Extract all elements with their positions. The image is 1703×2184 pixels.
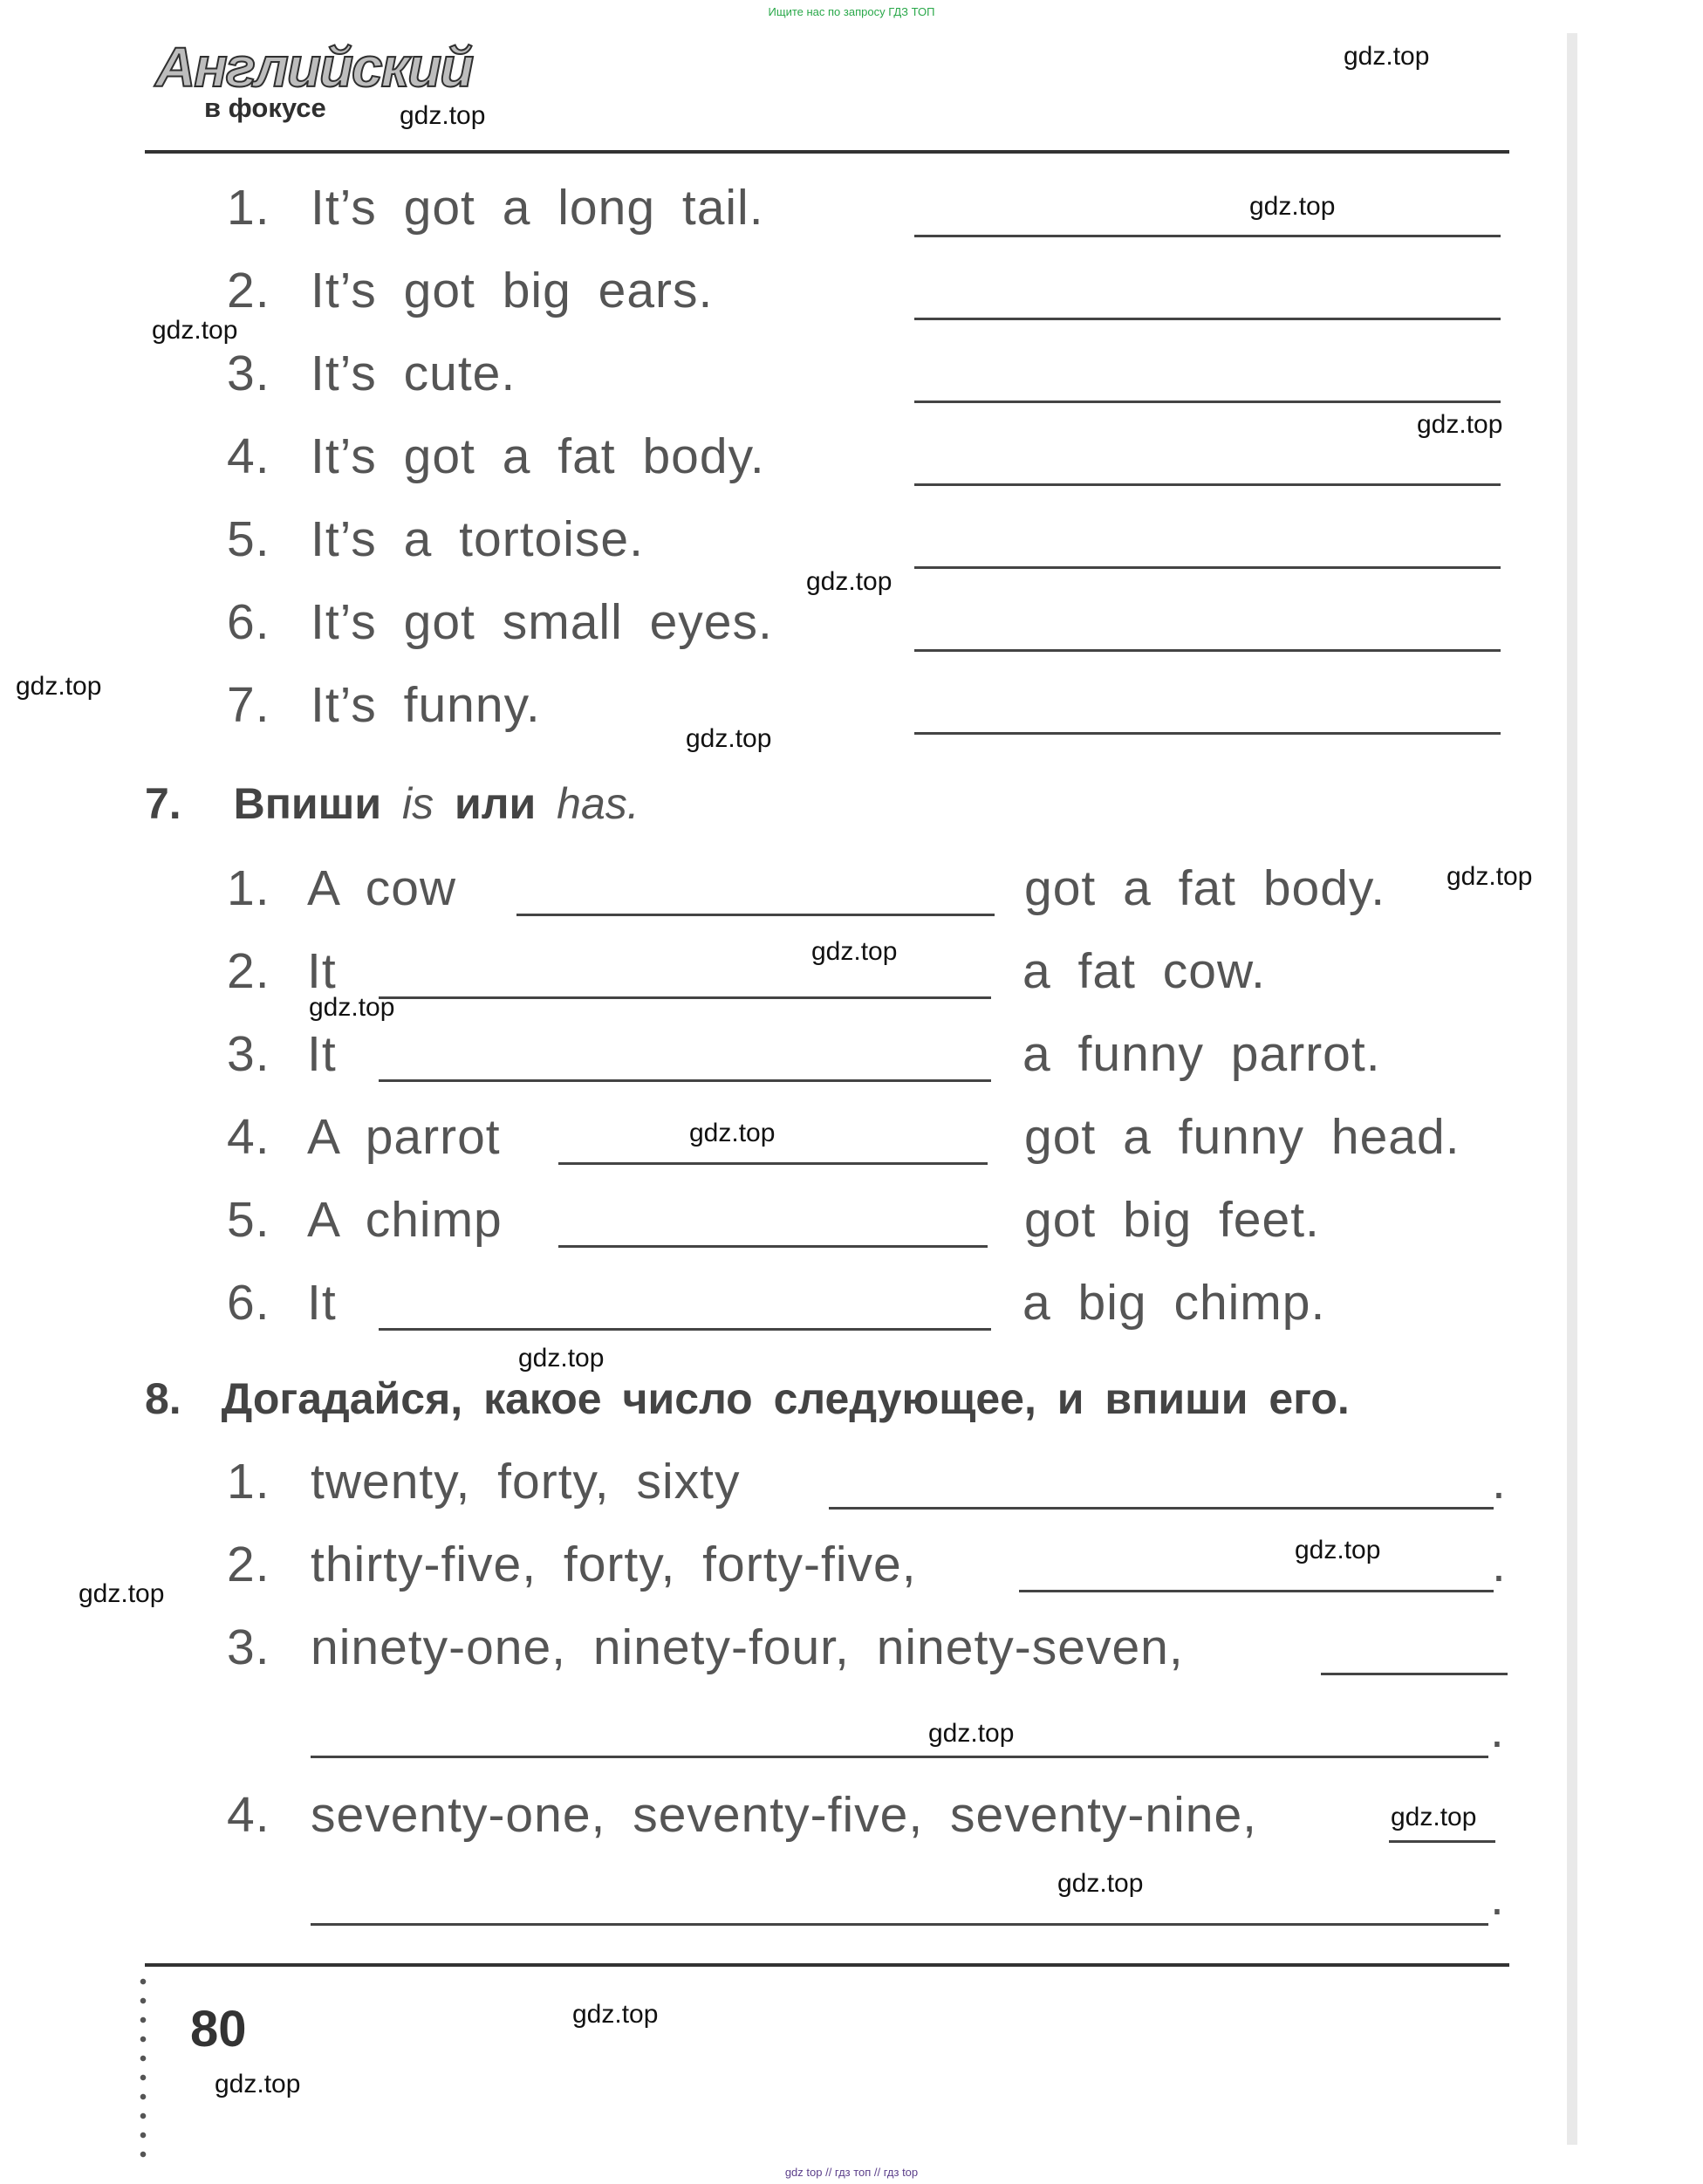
book-logo-title: Английский (155, 36, 473, 99)
item-text-before: A cow (307, 860, 457, 916)
item-number: 2. (227, 1537, 270, 1592)
list-item (0, 1025, 1703, 1086)
item-text-before: It (307, 943, 337, 999)
watermark: gdz.top (686, 724, 772, 753)
answer-line[interactable] (1389, 1840, 1495, 1843)
item-number: 4. (227, 428, 270, 484)
item-text-before: A chimp (307, 1192, 503, 1248)
watermark: gdz.top (215, 2070, 301, 2098)
watermark: gdz.top (811, 937, 898, 966)
item-number: 1. (227, 1454, 270, 1510)
answer-line[interactable] (914, 649, 1501, 652)
watermark: gdz.top (928, 1719, 1015, 1748)
answer-line[interactable] (829, 1507, 1494, 1510)
watermark: gdz.top (518, 1344, 605, 1373)
watermark: gdz.top (1391, 1803, 1477, 1831)
item-text: It’s got big ears. (311, 263, 714, 318)
item-text: ninety-one, ninety-four, ninety-seven, (311, 1619, 1184, 1675)
item-number: 7. (227, 677, 270, 733)
item-number: 3. (227, 1026, 270, 1082)
answer-continuation (0, 1869, 1703, 1930)
item-number: 4. (227, 1109, 270, 1165)
period: . (1490, 1870, 1504, 1926)
watermark: gdz.top (309, 993, 395, 1022)
answer-line[interactable] (558, 1162, 988, 1165)
watermark: gdz.top (16, 672, 102, 701)
list-item (0, 593, 1703, 654)
answer-continuation (0, 1701, 1703, 1763)
watermark: gdz.top (572, 2000, 659, 2029)
watermark: gdz.top (79, 1579, 165, 1608)
list-item (0, 179, 1703, 240)
answer-line[interactable] (914, 566, 1501, 569)
item-text: It’s got a fat body. (311, 428, 765, 484)
watermark: gdz.top (1295, 1536, 1381, 1564)
answer-line[interactable] (1019, 1590, 1494, 1592)
item-text: seventy-one, seventy-five, seventy-nine, (311, 1787, 1258, 1843)
item-number: 5. (227, 511, 270, 567)
list-item (0, 1536, 1703, 1597)
answer-line[interactable] (379, 1328, 991, 1331)
watermark: gdz.top (1417, 410, 1503, 439)
heading-text: Догадайся, какое число следующее, и впиши его. (221, 1374, 1350, 1423)
heading-word-is: is (401, 779, 434, 828)
item-text-after: a fat cow. (1022, 943, 1266, 999)
period: . (1492, 1537, 1506, 1592)
period: . (1490, 1702, 1504, 1758)
item-number: 6. (227, 1275, 270, 1331)
header-rule (145, 150, 1509, 154)
answer-line[interactable] (914, 318, 1501, 320)
item-number: 2. (227, 263, 270, 318)
item-number: 3. (227, 1619, 270, 1675)
answer-line[interactable] (914, 732, 1501, 735)
answer-line[interactable] (914, 235, 1501, 237)
watermark: gdz.top (689, 1119, 776, 1147)
book-logo-subtitle: в фокусе (204, 92, 326, 123)
watermark: gdz.top (152, 316, 238, 345)
item-text-after: got a fat body. (1024, 860, 1386, 916)
item-number: 1. (227, 180, 270, 236)
item-text-after: a big chimp. (1022, 1275, 1326, 1331)
item-number: 2. (227, 943, 270, 999)
answer-line[interactable] (516, 914, 995, 916)
list-item (0, 510, 1703, 572)
page-number: 80 (190, 2001, 247, 2057)
exercise-8-heading (145, 1373, 1350, 1424)
item-text: thirty-five, forty, forty-five, (311, 1537, 917, 1592)
item-text-before: It (307, 1275, 337, 1331)
item-text: It’s got small eyes. (311, 594, 773, 650)
binding-dots (140, 1972, 147, 2160)
exercise-number: 7. (145, 779, 181, 828)
item-number: 1. (227, 860, 270, 916)
item-text-after: got big feet. (1024, 1192, 1320, 1248)
item-number: 3. (227, 346, 270, 401)
list-item (0, 1274, 1703, 1335)
item-number: 5. (227, 1192, 270, 1248)
answer-line[interactable] (379, 996, 991, 999)
exercise-number: 8. (145, 1374, 181, 1423)
watermark: gdz.top (400, 101, 486, 130)
list-item (0, 1453, 1703, 1514)
heading-word-or: или (455, 779, 537, 828)
item-number: 6. (227, 594, 270, 650)
list-item (0, 345, 1703, 406)
item-text-before: A parrot (307, 1109, 501, 1165)
item-text: It’s cute. (311, 346, 516, 401)
item-text: It’s got a long tail. (311, 180, 764, 236)
answer-line[interactable] (311, 1923, 1488, 1926)
item-text-before: It (307, 1026, 337, 1082)
heading-word-has: has. (557, 779, 639, 828)
answer-line[interactable] (558, 1245, 988, 1248)
watermark: gdz.top (1057, 1869, 1144, 1898)
item-number: 4. (227, 1787, 270, 1843)
item-text: It’s a tortoise. (311, 511, 644, 567)
answer-line[interactable] (379, 1079, 991, 1082)
list-item (0, 262, 1703, 323)
answer-line[interactable] (311, 1756, 1488, 1758)
watermark: gdz.top (1344, 42, 1430, 71)
item-text-after: got a funny head. (1024, 1109, 1460, 1165)
list-item (0, 1108, 1703, 1169)
footer-credits: gdz top // гдз топ // гдз top (784, 2166, 919, 2179)
answer-line[interactable] (914, 483, 1501, 486)
answer-line[interactable] (914, 401, 1501, 403)
exercise-7-heading (145, 778, 639, 829)
item-text-after: a funny parrot. (1022, 1026, 1381, 1082)
item-text: twenty, forty, sixty (311, 1454, 741, 1510)
watermark: gdz.top (806, 567, 893, 596)
footer-rule (145, 1963, 1509, 1967)
watermark: gdz.top (1447, 862, 1533, 891)
answer-line[interactable] (1321, 1673, 1508, 1675)
item-text: It’s funny. (311, 677, 541, 733)
list-item (0, 1191, 1703, 1252)
watermark: gdz.top (1249, 192, 1336, 221)
heading-word: Впиши (233, 779, 382, 828)
period: . (1492, 1454, 1506, 1510)
list-item (0, 1619, 1703, 1680)
list-item (0, 676, 1703, 737)
top-note: Ищите нас по запросу ГДЗ ТОП (768, 5, 935, 18)
